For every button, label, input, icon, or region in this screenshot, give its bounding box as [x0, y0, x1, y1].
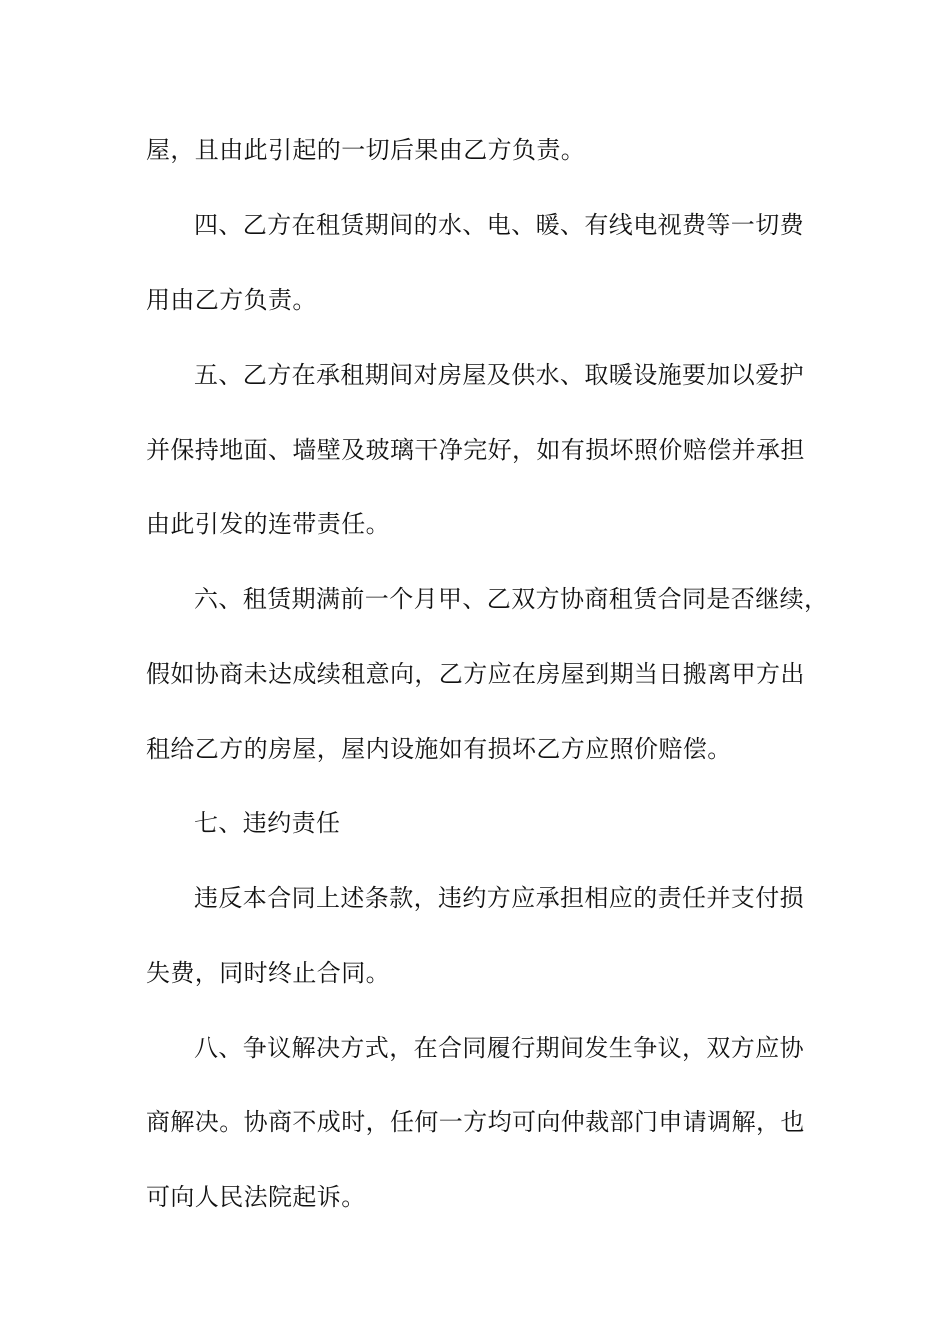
clause-7-heading: 七、违约责任 — [194, 809, 341, 837]
clause-5-line-2: 并保持地面、墙壁及玻璃干净完好，如有损坏照价赔偿并承担 — [146, 436, 805, 464]
clause-4-line-2: 用由乙方负责。 — [146, 286, 317, 314]
clause-8-line-1: 八、争议解决方式，在合同履行期间发生争议，双方应协 — [194, 1034, 804, 1062]
clause-4-line-1: 四、乙方在租赁期间的水、电、暖、有线电视费等一切费 — [194, 211, 804, 239]
clause-5-line-1: 五、乙方在承租期间对房屋及供水、取暖设施要加以爱护 — [194, 361, 804, 389]
clause-5-line-3: 由此引发的连带责任。 — [146, 510, 390, 538]
clause-8-line-3: 可向人民法院起诉。 — [146, 1183, 366, 1211]
clause-6-line-1: 六、租赁期满前一个月甲、乙双方协商租赁合同是否继续， — [194, 585, 829, 613]
clause-7-line-2: 失费，同时终止合同。 — [146, 959, 390, 987]
clause-8-line-2: 商解决。协商不成时，任何一方均可向仲裁部门申请调解，也 — [146, 1108, 805, 1136]
text-line-1: 屋，且由此引起的一切后果由乙方负责。 — [146, 136, 586, 164]
clause-7-line-1: 违反本合同上述条款，违约方应承担相应的责任并支付损 — [194, 884, 804, 912]
clause-6-line-2: 假如协商未达成续租意向，乙方应在房屋到期当日搬离甲方出 — [146, 660, 805, 688]
clause-6-line-3: 租给乙方的房屋，屋内设施如有损坏乙方应照价赔偿。 — [146, 735, 732, 763]
